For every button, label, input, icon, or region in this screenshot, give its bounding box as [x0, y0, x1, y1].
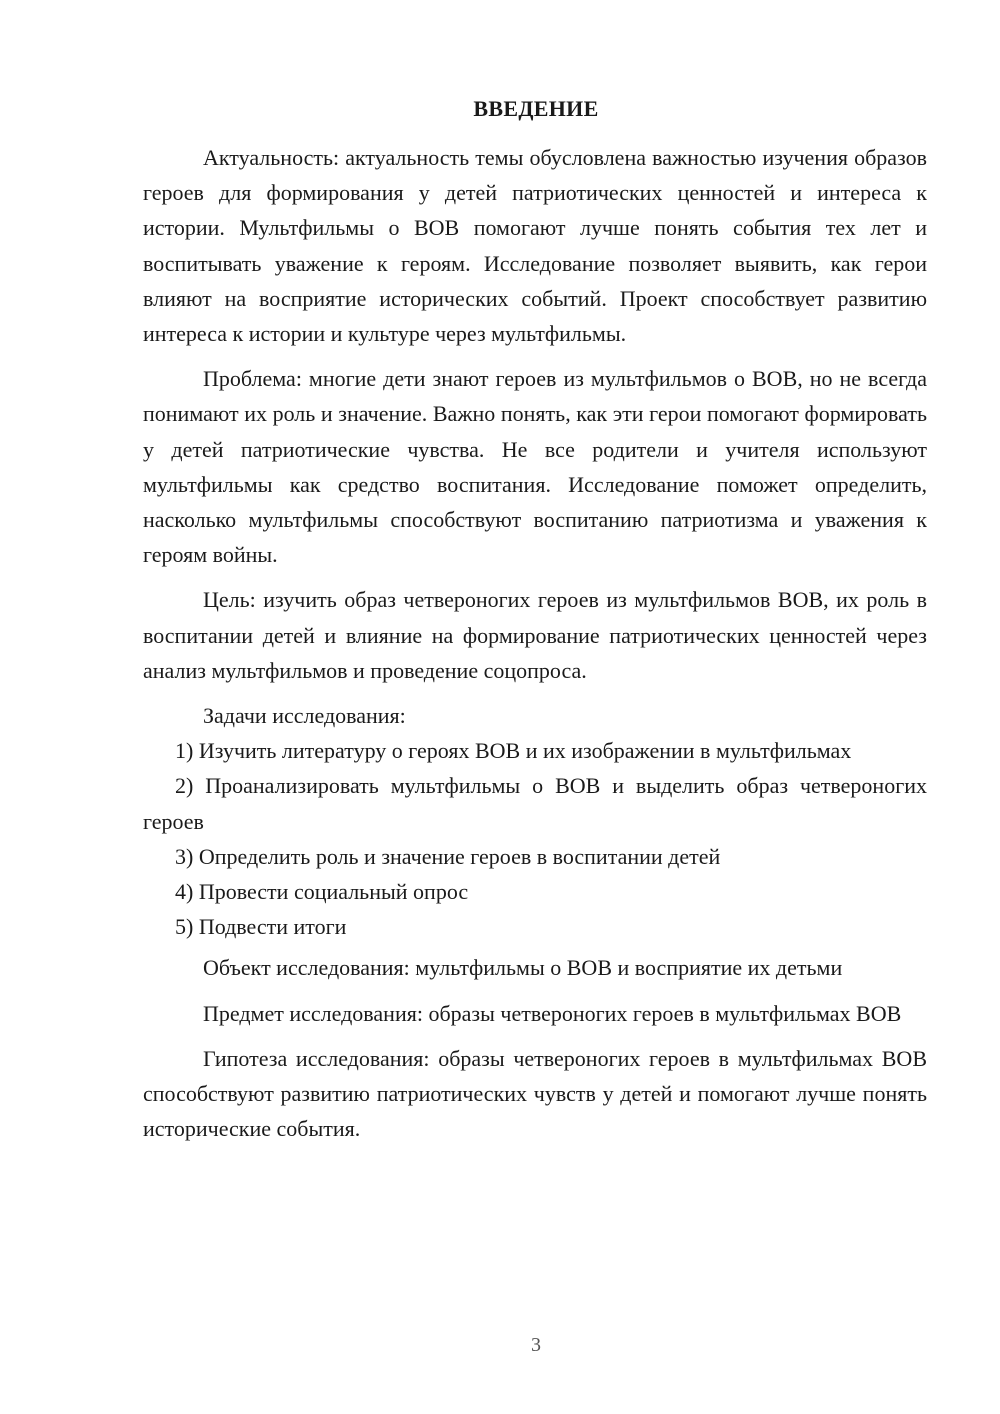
list-item: 2) Проанализировать мультфильмы о ВОВ и выделить образ четвероногих героев	[143, 773, 927, 834]
list-item: 1) Изучить литературу о героях ВОВ и их изображении в мультфильмах	[175, 738, 852, 764]
section-heading: ВВЕДЕНИЕ	[473, 96, 599, 121]
paragraph-object: Объект исследования: мультфильмы о ВОВ и восприятие их детьми	[203, 955, 843, 981]
paragraph-goal: Цель: изучить образ четвероногих героев из мультфильмов ВОВ, их роль в воспитании детей и влияние на формирование патриотических ценностей через анализ мультфильмов и проведение соцопроса.	[143, 587, 927, 683]
tasks-title: Задачи исследования:	[203, 703, 406, 729]
list-item: 4) Провести социальный опрос	[175, 879, 469, 905]
paragraph-relevance: Актуальность: актуальность темы обусловлена важностью изучения образов героев для формирования у детей патриотических ценностей и интереса к истории. Мультфильмы о ВОВ помогают лучше понять события тех лет и воспитывать уважение к героям. Исследование позволяет выявить, как герои влияют на восприятие исторических событий. Проект способствует развитию интереса к истории и культуре через мультфильмы.	[143, 145, 927, 347]
list-item: 5) Подвести итоги	[175, 914, 347, 940]
body-text	[143, 140, 927, 1146]
page-number: 3	[531, 1334, 541, 1356]
paragraph-subject: Предмет исследования: образы четвероногих героев в мультфильмах ВОВ	[203, 1000, 902, 1026]
paragraph-hypothesis: Гипотеза исследования: образы четвероногих героев в мультфильмах ВОВ способствуют развитию патриотических чувств у детей и помогают лучше понять исторические события.	[143, 1045, 927, 1142]
paragraph-problem: Проблема: многие дети знают героев из мультфильмов о ВОВ, но не всегда понимают их роль и значение. Важно понять, как эти герои помогают формировать у детей патриотические чувства. Не все родители и учителя используют мультфильмы как средство воспитания. Исследование поможет определить, насколько мультфильмы способствуют воспитанию патриотизма и уважения к героям войны.	[143, 366, 927, 568]
list-item: 3) Определить роль и значение героев в воспитании детей	[175, 843, 721, 869]
